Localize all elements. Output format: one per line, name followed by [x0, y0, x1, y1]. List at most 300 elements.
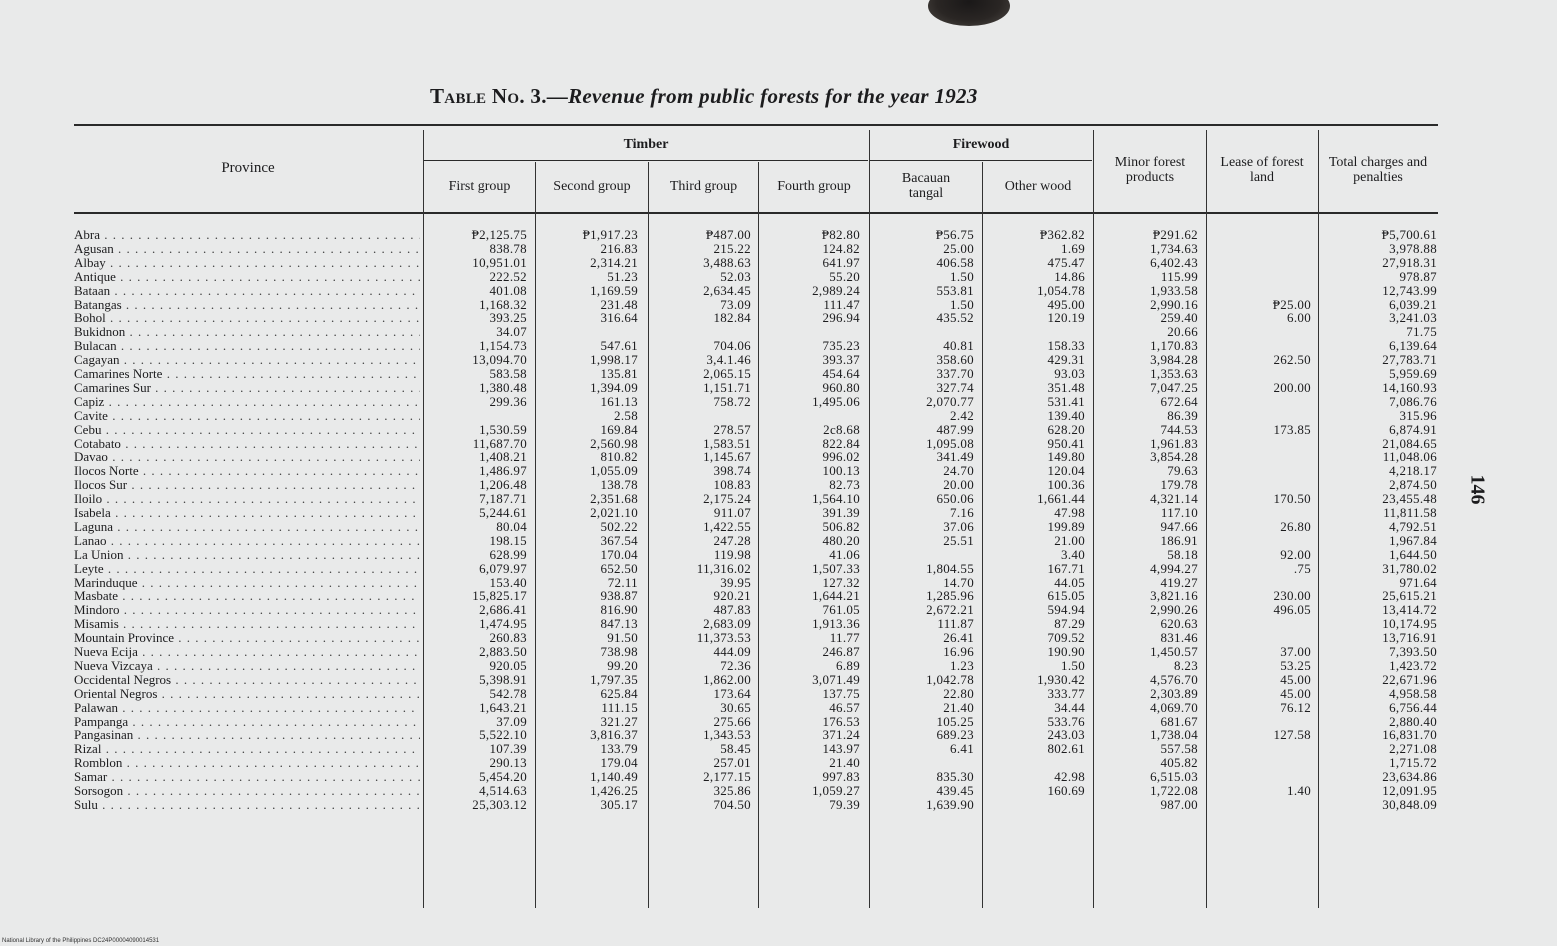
table-cell: 21.40	[829, 755, 860, 771]
table-cell: 31,780.02	[1382, 560, 1437, 576]
province-name: Bukidnon . . .	[74, 325, 420, 339]
table-cell: 1.50	[1061, 657, 1085, 673]
table-cell: 2,351.68	[590, 491, 638, 507]
table-cell: 2.42	[950, 407, 974, 423]
table-cell: 257.01	[713, 755, 751, 771]
table-cell: 1,343.53	[703, 727, 751, 743]
table-cell: 14.70	[943, 574, 974, 590]
province-name: Laguna . . .	[74, 520, 420, 534]
table-cell: 22.80	[943, 685, 974, 701]
table-cell: ₱82.80	[821, 227, 860, 242]
table-cell: 108.83	[713, 477, 751, 493]
province-name: Masbate . . .	[74, 589, 420, 603]
table-cell: 2,989.24	[812, 282, 860, 298]
province-name: Misamis . . .	[74, 617, 420, 631]
table-cell: 11,811.58	[1383, 505, 1437, 520]
table-cell: 1,661.44	[1037, 491, 1085, 507]
table-cell: 243.03	[1047, 727, 1085, 743]
table-cell: 542.78	[489, 685, 527, 701]
table-cell: 34.07	[496, 324, 527, 340]
table-cell: 92.00	[1280, 546, 1311, 562]
table-cell: 2,065.15	[703, 366, 751, 381]
table-row	[0, 784, 1557, 798]
table-cell: 37.06	[943, 518, 974, 534]
table-cell: 260.83	[489, 630, 527, 646]
table-cell: 628.99	[489, 546, 527, 562]
table-cell: 42.98	[1054, 769, 1085, 785]
table-cell: 87.29	[1054, 616, 1085, 632]
header-total-charges: Total charges and penalties	[1328, 155, 1428, 185]
table-cell: 23,455.48	[1382, 491, 1437, 507]
table-cell: 4,514.63	[479, 783, 527, 798]
province-name: Pampanga . . .	[74, 715, 420, 729]
table-cell: 1,967.84	[1389, 532, 1437, 548]
table-cell: 11,048.06	[1382, 449, 1437, 465]
table-cell: 278.57	[713, 421, 751, 437]
table-title	[430, 84, 1130, 109]
table-cell: 7.16	[950, 505, 974, 520]
table-cell: 2,683.09	[703, 616, 751, 632]
table-cell: 2,070.77	[926, 393, 974, 409]
table-cell: 11.77	[829, 630, 860, 646]
table-cell: 3,071.49	[812, 671, 860, 687]
table-row	[0, 562, 1557, 576]
table-cell: 738.98	[600, 644, 638, 659]
table-row	[0, 381, 1557, 395]
table-cell: 1,450.57	[1150, 644, 1198, 659]
table-cell: 615.05	[1047, 588, 1085, 604]
table-cell: 3,854.28	[1150, 449, 1198, 465]
table-cell: 120.04	[1047, 463, 1085, 479]
table-cell: 1,639.90	[926, 796, 974, 812]
table-cell: 2,672.21	[926, 602, 974, 618]
header-lease-of-forest-land: Lease of forest land	[1220, 155, 1304, 185]
table-cell: 2,560.98	[590, 435, 638, 451]
table-cell: 199.89	[1047, 518, 1085, 534]
table-cell: 105.25	[936, 713, 974, 729]
table-cell: 1.50	[950, 268, 974, 284]
table-row	[0, 437, 1557, 451]
table-cell: 1,933.58	[1150, 282, 1198, 298]
table-cell: 405.82	[1160, 755, 1198, 771]
table-cell: 111.87	[937, 616, 974, 632]
table-cell: 13,094.70	[472, 352, 527, 368]
table-cell: 393.25	[489, 310, 527, 326]
header-third-group: Third group	[669, 178, 738, 194]
table-cell: 435.52	[936, 310, 974, 326]
table-cell: 4,994.27	[1150, 560, 1198, 576]
table-cell: 2,990.26	[1150, 602, 1198, 618]
table-cell: 475.47	[1047, 254, 1085, 270]
table-cell: 6,079.97	[479, 560, 527, 576]
province-name: Leyte . . .	[74, 562, 420, 576]
table-cell: 20.66	[1167, 324, 1198, 340]
table-cell: 333.77	[1047, 685, 1085, 701]
province-name: Palawan . . .	[74, 701, 420, 715]
table-row	[0, 353, 1557, 367]
table-cell: 11,687.70	[472, 435, 527, 451]
table-cell: 1,059.27	[812, 783, 860, 798]
province-name: Ilocos Sur . . .	[74, 478, 420, 492]
table-row	[0, 256, 1557, 270]
table-cell: 45.00	[1280, 685, 1311, 701]
table-cell: 58.18	[1167, 546, 1198, 562]
table-cell: 3,984.28	[1150, 352, 1198, 368]
table-cell: 371.24	[822, 727, 860, 743]
table-cell: 641.97	[822, 254, 860, 270]
table-row	[0, 645, 1557, 659]
table-top-rule	[74, 124, 1438, 126]
table-cell: 3.40	[1061, 546, 1085, 562]
table-cell: 2,874.50	[1389, 477, 1437, 493]
table-cell: 21.00	[1054, 532, 1085, 548]
table-cell: 1,055.09	[590, 463, 638, 479]
province-name: Nueva Ecija . . .	[74, 645, 420, 659]
table-cell: ₱1,917.23	[582, 227, 638, 242]
header-other-wood: Other wood	[1004, 178, 1072, 194]
table-cell: 744.53	[1160, 421, 1198, 437]
table-cell: 173.64	[713, 685, 751, 701]
header-province: Province	[221, 159, 275, 176]
province-name: Rizal . . .	[74, 742, 420, 756]
table-row	[0, 728, 1557, 742]
table-cell: 681.67	[1160, 713, 1198, 729]
table-cell: 583.58	[489, 366, 527, 381]
table-cell: 186.91	[1160, 532, 1198, 548]
table-cell: 4,576.70	[1150, 671, 1198, 687]
table-cell: 133.79	[600, 741, 638, 757]
table-title-italic: Revenue from public forests for the year 1923	[568, 84, 978, 108]
table-cell: 321.27	[600, 713, 638, 729]
province-name: Camarines Sur . . .	[74, 381, 420, 395]
province-name: Oriental Negros . . .	[74, 687, 420, 701]
table-cell: 1,583.51	[703, 435, 751, 451]
table-cell: 25,615.21	[1382, 588, 1437, 604]
table-row	[0, 687, 1557, 701]
table-cell: 358.60	[936, 352, 974, 368]
table-cell: 47.98	[1054, 505, 1085, 520]
table-cell: 176.53	[822, 713, 860, 729]
table-cell: 179.78	[1160, 477, 1198, 493]
province-name: Cagayan . . .	[74, 353, 420, 367]
table-cell: 1,530.59	[479, 421, 527, 437]
province-name: Capiz . . .	[74, 395, 420, 409]
table-cell: 119.98	[713, 546, 751, 562]
table-cell: 27,918.31	[1382, 254, 1437, 270]
table-cell: 100.36	[1047, 477, 1085, 493]
table-cell: 52.03	[720, 268, 751, 284]
table-cell: 1,054.78	[1037, 282, 1085, 298]
table-cell: 487.99	[936, 421, 974, 437]
table-row	[0, 603, 1557, 617]
table-cell: 10,174.95	[1382, 616, 1437, 632]
table-cell: 327.74	[936, 379, 974, 395]
table-cell: 5,398.91	[479, 671, 527, 687]
table-cell: 72.11	[607, 574, 638, 590]
table-cell: 167.71	[1047, 560, 1085, 576]
table-cell: 1,423.72	[1389, 657, 1437, 673]
province-name: Albay . . .	[74, 256, 420, 270]
table-cell: 316.64	[600, 310, 638, 326]
province-name: Romblon . . .	[74, 756, 420, 770]
table-cell: 1,998.17	[590, 352, 638, 368]
table-cell: 709.52	[1047, 630, 1085, 646]
table-cell: 10,951.01	[472, 254, 527, 270]
table-cell: 8.23	[1174, 657, 1198, 673]
table-cell: 1,738.04	[1150, 727, 1198, 743]
table-cell: 987.00	[1160, 796, 1198, 812]
table-cell: 45.00	[1280, 671, 1311, 687]
table-cell: 2,177.15	[703, 769, 751, 785]
table-cell: 3,978.88	[1389, 240, 1437, 256]
table-cell: 367.54	[600, 532, 638, 548]
table-cell: 6,874.91	[1389, 421, 1437, 437]
table-row	[0, 450, 1557, 464]
table-cell: 1,285.96	[926, 588, 974, 604]
table-cell: 620.63	[1160, 616, 1198, 632]
header-firewood: Firewood	[952, 136, 1010, 152]
table-cell: 138.78	[600, 477, 638, 493]
table-cell: 325.86	[713, 783, 751, 798]
table-cell: 6,039.21	[1389, 296, 1437, 312]
table-row	[0, 298, 1557, 312]
table-cell: 480.20	[822, 532, 860, 548]
table-cell: 100.13	[822, 463, 860, 479]
table-row	[0, 284, 1557, 298]
table-cell: 16,831.70	[1382, 727, 1437, 743]
table-row	[0, 423, 1557, 437]
table-cell: 5,522.10	[479, 727, 527, 743]
table-cell: 25.51	[943, 532, 974, 548]
table-cell: 170.04	[600, 546, 638, 562]
header-timber: Timber	[623, 136, 669, 152]
table-cell: 1,644.21	[812, 588, 860, 604]
table-cell: 911.07	[713, 505, 751, 520]
page-number: 146	[1466, 474, 1489, 505]
table-cell: 831.46	[1160, 630, 1198, 646]
table-row	[0, 770, 1557, 784]
table-cell: 1,734.63	[1150, 240, 1198, 256]
table-cell: 406.58	[936, 254, 974, 270]
province-name: Abra . . .	[74, 228, 420, 242]
table-cell: 650.06	[936, 491, 974, 507]
table-cell: 487.83	[713, 602, 751, 618]
table-cell: 495.00	[1047, 296, 1085, 312]
table-cell: 978.87	[1399, 268, 1437, 284]
table-cell: 46.57	[829, 699, 860, 715]
table-cell: 30.65	[720, 699, 751, 715]
table-cell: 594.94	[1047, 602, 1085, 618]
table-row	[0, 506, 1557, 520]
table-cell: 351.48	[1047, 379, 1085, 395]
table-cell: 1,422.55	[703, 518, 751, 534]
table-cell: 231.48	[600, 296, 638, 312]
table-cell: 139.40	[1047, 407, 1085, 423]
table-row	[0, 270, 1557, 284]
table-cell: 454.64	[822, 366, 860, 381]
table-row	[0, 478, 1557, 492]
table-cell: 37.00	[1280, 644, 1311, 659]
table-cell: 6,402.43	[1150, 254, 1198, 270]
table-cell: 2c8.68	[823, 421, 860, 437]
province-name: Iloilo . . .	[74, 492, 420, 506]
table-cell: 531.41	[1047, 393, 1085, 409]
table-cell: 290.13	[489, 755, 527, 771]
table-cell: 247.28	[713, 532, 751, 548]
table-cell: 341.49	[936, 449, 974, 465]
table-cell: 51.23	[607, 268, 638, 284]
table-cell: 1,862.00	[703, 671, 751, 687]
table-cell: 3,4.1.46	[706, 352, 751, 368]
table-cell: 997.83	[822, 769, 860, 785]
table-cell: 170.50	[1273, 491, 1311, 507]
table-cell: 25.00	[943, 240, 974, 256]
table-cell: 938.87	[600, 588, 638, 604]
table-cell: 1,797.35	[590, 671, 638, 687]
table-cell: 3,821.16	[1150, 588, 1198, 604]
table-cell: 1,169.59	[590, 282, 638, 298]
table-cell: 761.05	[822, 602, 860, 618]
table-cell: 2,175.24	[703, 491, 751, 507]
table-cell: 1,353.63	[1150, 366, 1198, 381]
table-cell: 23,634.86	[1382, 769, 1437, 785]
table-cell: 40.81	[943, 338, 974, 354]
header-bacauan-tangal: Bacauan tangal	[901, 171, 951, 201]
table-cell: 30,848.09	[1382, 796, 1437, 812]
table-row	[0, 756, 1557, 770]
table-cell: 628.20	[1047, 421, 1085, 437]
table-cell: 4,069.70	[1150, 699, 1198, 715]
table-cell: 158.33	[1047, 338, 1085, 354]
table-cell: 182.84	[713, 310, 751, 326]
table-cell: 71.75	[1406, 324, 1437, 340]
province-name: Bulacan . . .	[74, 339, 420, 353]
province-name: Cavite . . .	[74, 409, 420, 423]
table-cell: 950.41	[1047, 435, 1085, 451]
table-cell: 246.87	[822, 644, 860, 659]
table-cell: 44.05	[1054, 574, 1085, 590]
table-row	[0, 311, 1557, 325]
table-row	[0, 589, 1557, 603]
table-cell: 24.70	[943, 463, 974, 479]
province-name: La Union . . .	[74, 548, 420, 562]
table-cell: 3,816.37	[590, 727, 638, 743]
table-cell: 153.40	[489, 574, 527, 590]
table-cell: 1,151.71	[703, 379, 751, 395]
table-cell: 704.06	[713, 338, 751, 354]
table-cell: 735.23	[822, 338, 860, 354]
table-cell: 1,930.42	[1037, 671, 1085, 687]
table-cell: 127.32	[822, 574, 860, 590]
table-row	[0, 534, 1557, 548]
table-cell: 79.63	[1167, 463, 1198, 479]
table-row	[0, 548, 1557, 562]
table-cell: 161.13	[600, 393, 638, 409]
table-cell: ₱5,700.61	[1381, 227, 1437, 242]
table-row	[0, 742, 1557, 756]
table-cell: 13,414.72	[1382, 602, 1437, 618]
table-cell: 1,408.21	[479, 449, 527, 465]
table-row	[0, 395, 1557, 409]
table-cell: 547.61	[600, 338, 638, 354]
table-cell: 262.50	[1273, 352, 1311, 368]
table-cell: 34.44	[1054, 699, 1085, 715]
table-title-lead: Table No. 3.—	[430, 84, 569, 108]
table-cell: 419.27	[1160, 574, 1198, 590]
table-row	[0, 242, 1557, 256]
table-cell: 230.00	[1273, 588, 1311, 604]
table-cell: 1,474.95	[479, 616, 527, 632]
table-cell: 822.84	[822, 435, 860, 451]
table-cell: 21.40	[943, 699, 974, 715]
table-cell: 259.40	[1160, 310, 1198, 326]
table-cell: 553.81	[936, 282, 974, 298]
table-cell: 93.03	[1054, 366, 1085, 381]
table-cell: 86.39	[1167, 407, 1198, 423]
table-row	[0, 367, 1557, 381]
table-row	[0, 659, 1557, 673]
table-cell: 1,206.48	[479, 477, 527, 493]
table-cell: 117.10	[1160, 505, 1198, 520]
table-cell: 1,804.55	[926, 560, 974, 576]
table-cell: 1.50	[950, 296, 974, 312]
table-cell: 275.66	[713, 713, 751, 729]
table-cell: 169.84	[600, 421, 638, 437]
table-cell: 1,961.83	[1150, 435, 1198, 451]
table-row	[0, 464, 1557, 478]
table-cell: 1,644.50	[1389, 546, 1437, 562]
table-cell: 16.96	[943, 644, 974, 659]
table-cell: 444.09	[713, 644, 751, 659]
table-cell: 299.36	[489, 393, 527, 409]
ink-blot	[928, 0, 1010, 26]
table-cell: 6,756.44	[1389, 699, 1437, 715]
table-cell: 190.90	[1047, 644, 1085, 659]
table-row	[0, 576, 1557, 590]
table-cell: 21,084.65	[1382, 435, 1437, 451]
province-name: Nueva Vizcaya . . .	[74, 659, 420, 673]
table-cell: 2,880.40	[1389, 713, 1437, 729]
table-cell: 41.06	[829, 546, 860, 562]
table-cell: 758.72	[713, 393, 751, 409]
table-cell: 2,686.41	[479, 602, 527, 618]
table-cell: 1.69	[1061, 240, 1085, 256]
table-row	[0, 631, 1557, 645]
province-name: Ilocos Norte . . .	[74, 464, 420, 478]
table-cell: 2,271.08	[1389, 741, 1437, 757]
table-cell: 200.00	[1273, 379, 1311, 395]
table-cell: 391.39	[822, 505, 860, 520]
table-cell: 80.04	[496, 518, 527, 534]
table-cell: 502.22	[600, 518, 638, 534]
table-cell: ₱56.75	[935, 227, 974, 242]
province-name: Lanao . . .	[74, 534, 420, 548]
table-cell: 2,990.16	[1150, 296, 1198, 312]
table-cell: 816.90	[600, 602, 638, 618]
table-cell: 810.82	[600, 449, 638, 465]
table-cell: 393.37	[822, 352, 860, 368]
table-cell: 439.45	[936, 783, 974, 798]
table-cell: 179.04	[600, 755, 638, 771]
table-cell: 73.09	[720, 296, 751, 312]
table-cell: 137.75	[822, 685, 860, 701]
table-cell: 4,218.17	[1389, 463, 1437, 479]
table-cell: 2,314.21	[590, 254, 638, 270]
table-cell: 1,722.08	[1150, 783, 1198, 798]
table-cell: 7,393.50	[1389, 644, 1437, 659]
table-row	[0, 409, 1557, 423]
table-cell: 111.47	[823, 296, 860, 312]
